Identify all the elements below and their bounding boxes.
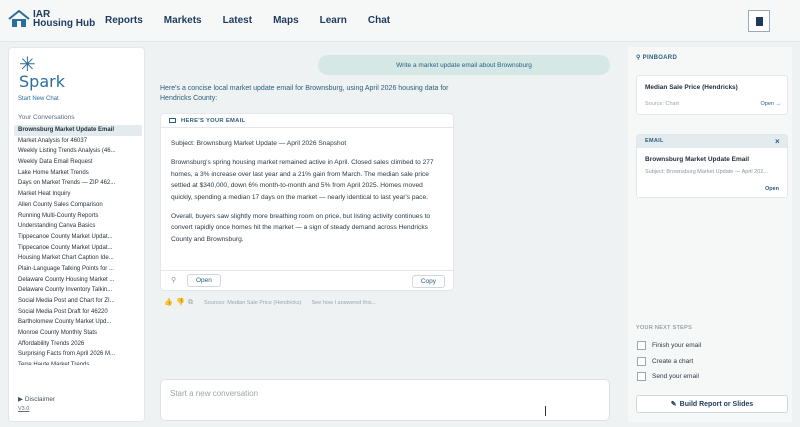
copy-icon[interactable]: ⧉ xyxy=(188,299,193,306)
pinned-card-tag-label: EMAIL xyxy=(645,138,664,144)
composer-input[interactable] xyxy=(170,389,590,398)
email-paragraph: Overall, buyers saw slightly more breathing room on price, but listing activity continues to convert rapidly once homes hit the market — a sign of steady demand across Hendricks County and Brownsburg. xyxy=(171,213,431,243)
conversation-item[interactable]: Delaware County Housing Market ... xyxy=(18,276,115,283)
thumbs-down-icon[interactable]: 👎 xyxy=(176,299,185,306)
top-nav xyxy=(0,0,800,42)
next-step-item[interactable] xyxy=(637,338,701,354)
realtor-logo[interactable] xyxy=(748,10,770,32)
realtor-mark-icon xyxy=(756,17,763,26)
checkbox[interactable] xyxy=(637,341,646,350)
feedback-row xyxy=(164,299,376,306)
envelope-icon xyxy=(169,118,176,123)
nav-chat[interactable]: Chat xyxy=(367,15,391,26)
pinned-card-tag xyxy=(637,135,787,148)
pinned-card-source: Source: Chart xyxy=(645,101,679,107)
conversation-item[interactable]: Brownsburg Market Update Email xyxy=(14,125,142,136)
spark-asterisk-icon: ✳ xyxy=(19,54,36,76)
pinboard-header xyxy=(636,54,677,61)
conversation-item[interactable]: Market Heat Inquiry xyxy=(18,191,71,198)
brand-text xyxy=(33,10,95,28)
next-step-item[interactable] xyxy=(637,369,701,385)
pinned-email-card[interactable] xyxy=(636,134,788,198)
how-answered-link[interactable]: See how I answered this... xyxy=(311,299,377,306)
nav-links xyxy=(105,15,411,26)
next-step-label: Send your email xyxy=(652,373,699,381)
next-step-label: Create a chart xyxy=(652,357,694,365)
checkbox[interactable] xyxy=(637,372,646,381)
conversation-item[interactable]: Plain-Language Talking Points for ... xyxy=(18,265,114,272)
conversation-item[interactable]: Weekly Listing Trends Analysis (46... xyxy=(18,148,116,155)
pinned-card-subject: Subject: Brownsburg Market Update — April 202... xyxy=(645,169,768,175)
next-steps-header: YOUR NEXT STEPS xyxy=(636,325,693,331)
email-paragraph: Brownsburg's spring housing market remained active in April. Closed sales climbed to 277 homes, a 3% increase over last year and a 21% gain from March. The median sale price settled at $340,000, down 6% month-to-month and 5% from April 2025. Homes moved quickly, spending a median 17 days on the market — nearly identical to last year's pace. xyxy=(171,159,434,201)
brand-logo[interactable] xyxy=(8,10,95,28)
conversation-item[interactable]: Weekly Data Email Request xyxy=(18,159,93,166)
conversation-item[interactable]: Running Multi-County Reports xyxy=(18,212,99,219)
conversation-item[interactable]: Understanding Canva Basics xyxy=(18,223,96,230)
spark-wordmark: Spark xyxy=(19,72,65,91)
email-card-title: HERE'S YOUR EMAIL xyxy=(181,117,246,124)
build-report-button[interactable] xyxy=(636,395,788,413)
assistant-intro: Here's a concise local market update email for Brownsburg, using April 2026 housing data for Hendricks County: xyxy=(160,85,449,102)
conversation-item[interactable]: Surprising Facts from April 2026 M... xyxy=(18,351,116,358)
conversation-item[interactable]: Housing Market Chart Caption Ide... xyxy=(18,255,114,262)
open-button[interactable]: Open xyxy=(187,274,221,287)
next-steps-list xyxy=(637,338,701,385)
sources-label[interactable]: Sources: Median Sale Price (Hendricks) xyxy=(204,299,302,306)
conversation-item[interactable]: Social Media Post Draft for 46220 xyxy=(18,308,108,315)
pin-icon[interactable]: ⚲ xyxy=(171,277,177,284)
spark-logo xyxy=(19,56,65,90)
conversation-list xyxy=(14,125,142,365)
conversation-item[interactable]: Market Analysis for 46037 xyxy=(18,137,88,144)
disclaimer-toggle[interactable] xyxy=(18,395,55,403)
conversation-item[interactable]: Lake Home Market Trends xyxy=(18,169,89,176)
pinboard-title: PINBOARD xyxy=(642,55,678,61)
composer xyxy=(160,379,610,421)
sidebar xyxy=(8,47,145,422)
conversation-item[interactable]: Allen County Sales Comparison xyxy=(18,201,103,208)
chat-main xyxy=(152,47,622,422)
text-cursor-icon xyxy=(545,406,549,416)
email-body xyxy=(161,128,453,245)
email-card xyxy=(160,113,454,291)
pinned-card-open[interactable]: Open → xyxy=(760,101,781,107)
conversation-item[interactable]: Social Media Post and Chart for ZI... xyxy=(18,298,115,304)
email-card-footer xyxy=(161,270,453,290)
conversation-item[interactable]: Monroe County Monthly Stats xyxy=(18,330,98,337)
conversation-item[interactable]: Terre Haute Market Trends xyxy=(18,362,90,366)
conversation-item[interactable]: Days on Market Trends — ZIP 462... xyxy=(18,180,116,187)
pin-icon: ⚲ xyxy=(636,55,641,61)
conversation-item[interactable]: Affordability Trends 2026 xyxy=(18,340,85,347)
conversation-item[interactable]: Tippecanoe County Market Updat... xyxy=(18,233,113,240)
brand-line2: Housing Hub xyxy=(33,18,96,29)
new-chat-link[interactable]: Start New Chat xyxy=(18,96,59,102)
email-card-header xyxy=(161,114,453,128)
version-link[interactable]: V3.0 xyxy=(18,406,30,412)
conversation-item[interactable]: Delaware County Inventory Talkin... xyxy=(18,287,113,294)
pinboard xyxy=(628,47,792,422)
next-step-label: Finish your email xyxy=(652,342,702,350)
thumbs-up-icon[interactable]: 👍 xyxy=(164,299,173,306)
checkbox[interactable] xyxy=(637,357,646,366)
house-icon xyxy=(8,10,30,28)
nav-latest[interactable]: Latest xyxy=(222,15,253,26)
pinned-card-open[interactable]: Open xyxy=(764,186,779,192)
close-icon[interactable]: × xyxy=(775,137,780,146)
nav-maps[interactable]: Maps xyxy=(273,15,299,26)
disclaimer-label: Disclaimer xyxy=(24,396,56,403)
magic-wand-icon: ✎ xyxy=(670,401,677,408)
next-step-item[interactable] xyxy=(637,354,701,370)
conversations-header: Your Conversations xyxy=(18,114,75,121)
copy-button[interactable]: Copy xyxy=(412,275,445,288)
brand-line1: IAR xyxy=(33,9,51,20)
user-message: Write a market update email about Brownsburg xyxy=(318,55,610,75)
email-subject: Subject: Brownsburg Market Update — April 2026 Snapshot xyxy=(171,140,347,147)
conversation-item[interactable]: Bartholomew County Market Upd... xyxy=(18,319,112,326)
caret-right-icon: ▶ xyxy=(18,396,23,403)
pinned-card-title: Median Sale Price (Hendricks) xyxy=(645,84,738,91)
nav-learn[interactable]: Learn xyxy=(319,15,347,26)
nav-markets[interactable]: Markets xyxy=(163,15,202,26)
pinned-chart-card[interactable] xyxy=(636,75,788,115)
nav-reports[interactable]: Reports xyxy=(105,15,143,26)
pinned-card-title: Brownsburg Market Update Email xyxy=(645,156,750,163)
build-report-label: Build Report or Slides xyxy=(679,400,754,408)
conversation-item[interactable]: Tippecanoe County Market Updat... xyxy=(18,244,113,251)
